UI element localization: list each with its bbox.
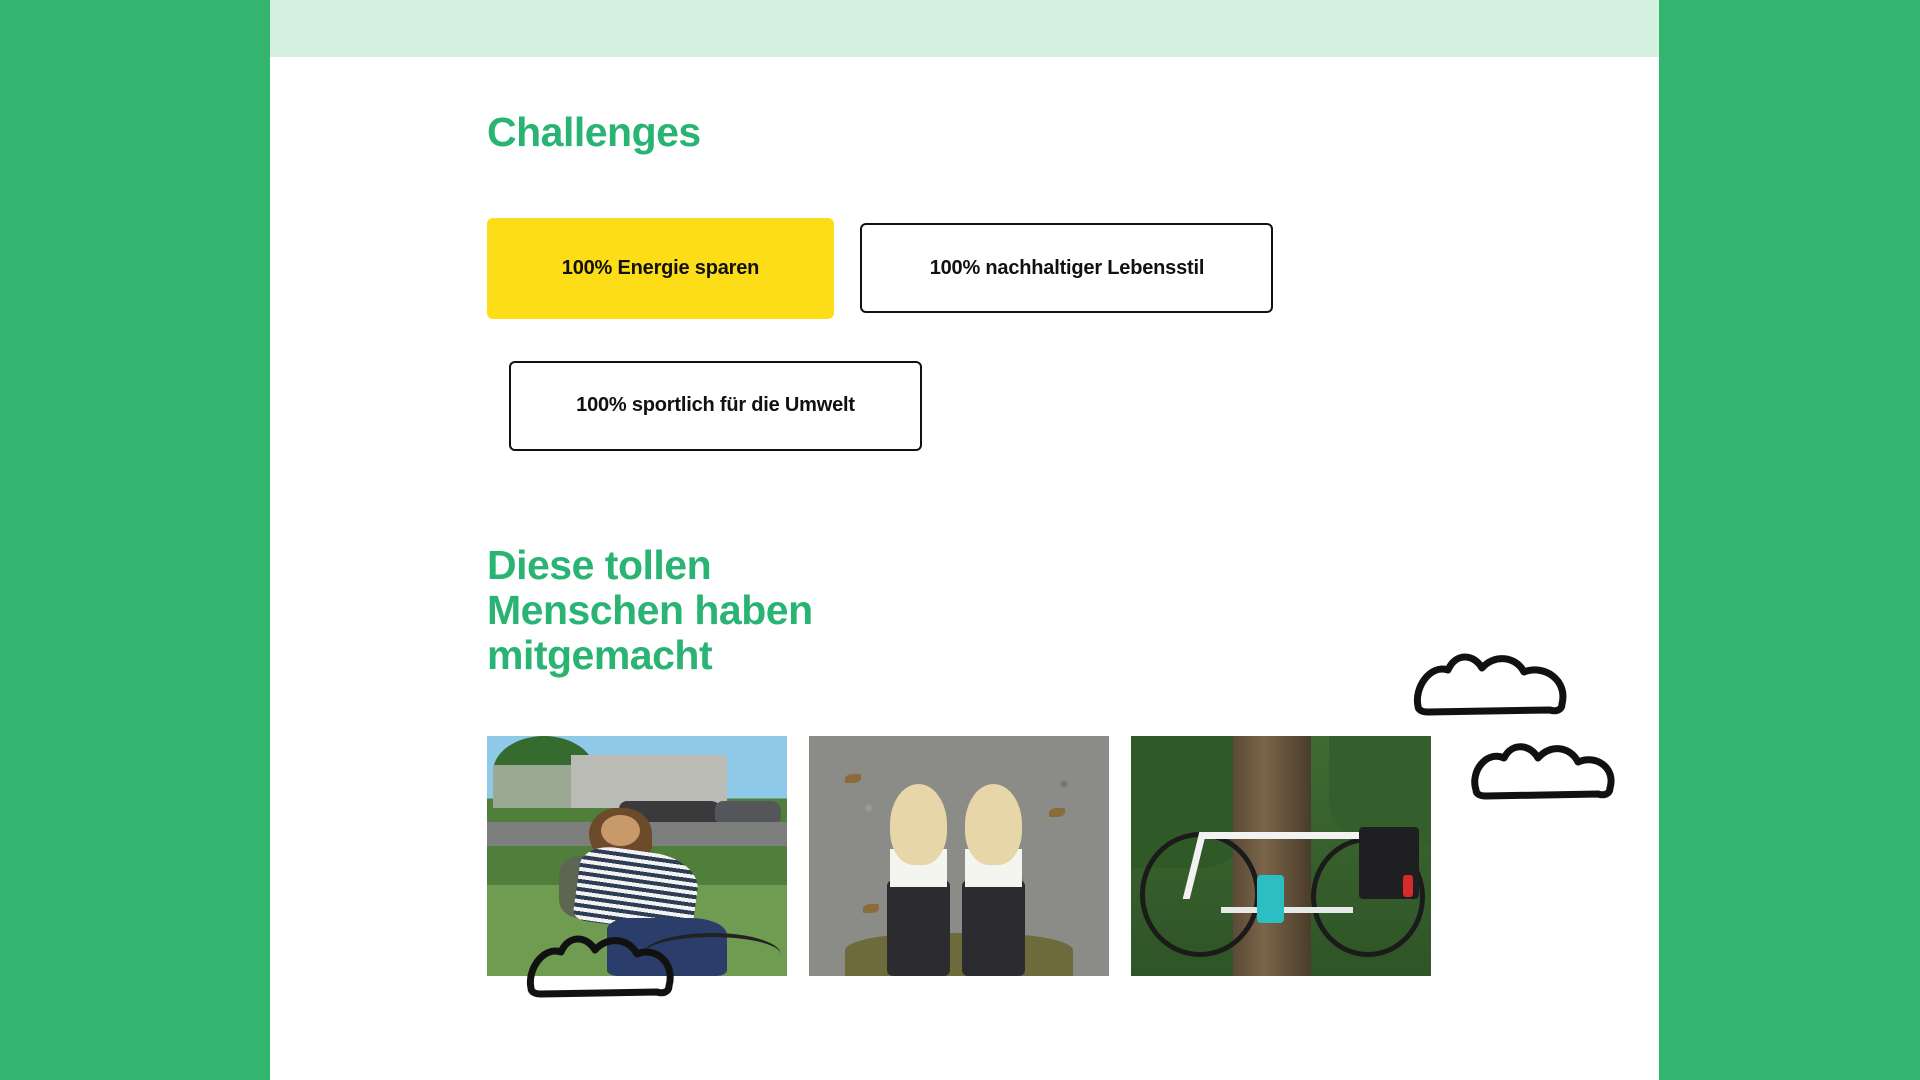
main-content [487,110,1587,976]
participants-title-line-1: Diese tollen [487,541,712,588]
challenge-button-energie-sparen[interactable]: 100% Energie sparen [487,218,834,319]
challenges-section [487,110,1587,451]
challenges-title: Challenges [487,109,701,155]
photo-red-detail [1403,875,1413,897]
photo-building [571,755,727,808]
participant-photo-bike-tree[interactable] [1131,736,1431,976]
challenge-button-sportlich-fuer-die-umwelt[interactable]: 100% sportlich für die Umwelt [509,361,922,451]
photo-shoe-left [890,784,947,866]
photo-building-left [493,765,571,808]
participants-title [487,543,907,678]
photo-bike-bottle [1257,875,1284,923]
page-frame [270,0,1659,1080]
photo-leg-left [887,880,950,976]
participant-photo-shoes[interactable] [809,736,1109,976]
participants-photo-row [487,736,1587,976]
top-decorative-band [270,0,1659,57]
participants-section [487,543,1587,976]
photo-shoe-right [965,784,1022,866]
photo-person-head [601,815,640,846]
photo-bike-frame-lower [1221,861,1353,914]
photo-coat [845,933,1073,976]
challenges-list [487,183,1587,451]
participants-title-line-2: Menschen haben [487,586,813,633]
challenge-button-nachhaltiger-lebensstil[interactable]: 100% nachhaltiger Lebensstil [860,223,1273,313]
participant-photo-cyclist[interactable] [487,736,787,976]
photo-leaf [863,904,879,913]
photo-leaf [1049,808,1065,817]
photo-bicycle [643,933,781,976]
photo-leg-right [962,880,1025,976]
photo-car-second [715,801,781,823]
participants-title-line-3: mitgemacht [487,631,713,678]
